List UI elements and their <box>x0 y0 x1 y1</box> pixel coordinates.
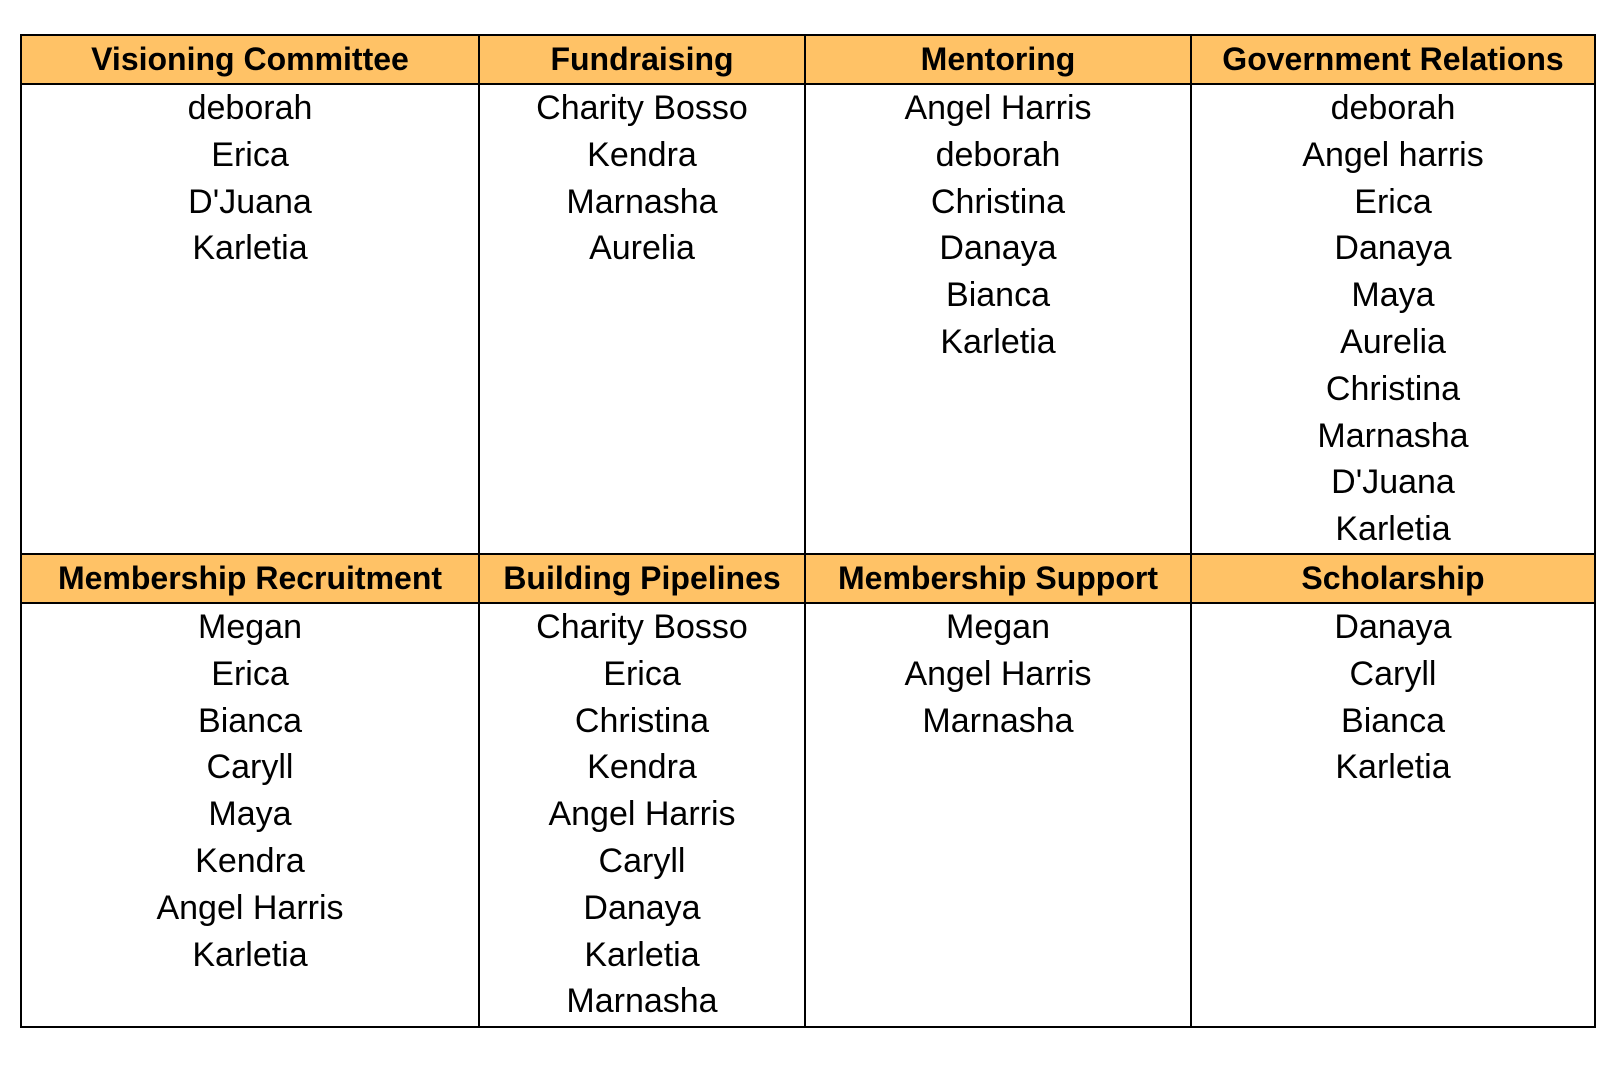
member-list-fundraising <box>480 85 804 272</box>
member-name[interactable]: Marnasha <box>922 701 1074 740</box>
member-name[interactable]: Christina <box>574 701 710 740</box>
member-name[interactable]: Erica <box>211 135 289 174</box>
member-name[interactable]: Marnasha <box>566 182 718 221</box>
member-name[interactable]: Megan <box>198 608 302 646</box>
member-name[interactable]: Caryll <box>206 748 294 787</box>
header-row-top <box>21 35 1595 84</box>
member-name[interactable]: D'Juana <box>1331 463 1455 502</box>
member-name[interactable]: Aurelia <box>589 229 695 268</box>
member-name[interactable]: Danaya <box>583 888 701 927</box>
committee-header-membership-recruitment[interactable]: Membership Recruitment <box>21 554 479 603</box>
member-list-building-pipelines <box>480 604 804 1025</box>
member-name[interactable]: Christina <box>1325 369 1461 408</box>
committee-header-membership-support[interactable]: Membership Support <box>805 554 1191 603</box>
header-row-bottom <box>21 554 1595 603</box>
member-name[interactable]: Danaya <box>939 229 1057 268</box>
members-cell-scholarship[interactable] <box>1191 603 1595 1027</box>
members-cell-visioning-committee[interactable] <box>21 84 479 554</box>
members-cell-mentoring[interactable] <box>805 84 1191 554</box>
members-cell-fundraising[interactable] <box>479 84 805 554</box>
member-name[interactable]: Bianca <box>1341 701 1445 740</box>
committee-header-scholarship[interactable]: Scholarship <box>1191 554 1595 603</box>
member-list-membership-recruitment <box>22 604 478 978</box>
member-name[interactable]: Karletia <box>940 322 1056 361</box>
members-cell-government-relations[interactable] <box>1191 84 1595 554</box>
member-name[interactable]: Charity Bosso <box>536 608 748 646</box>
member-name[interactable]: Angel harris <box>1302 135 1484 174</box>
member-name[interactable]: Christina <box>930 182 1066 221</box>
member-name[interactable]: Kendra <box>195 841 305 880</box>
member-name[interactable]: deborah <box>187 89 313 127</box>
member-name[interactable]: Danaya <box>1334 608 1452 646</box>
member-name[interactable]: D'Juana <box>188 182 312 221</box>
member-name[interactable]: Kendra <box>587 135 697 174</box>
member-name[interactable]: deborah <box>1330 89 1456 127</box>
member-name[interactable]: Caryll <box>598 841 686 880</box>
committee-header-visioning-committee[interactable]: Visioning Committee <box>21 35 479 84</box>
member-name[interactable]: Bianca <box>198 701 302 740</box>
member-list-scholarship <box>1192 604 1594 791</box>
member-name[interactable]: Caryll <box>1349 654 1437 693</box>
member-name[interactable]: Kendra <box>587 748 697 787</box>
member-name[interactable]: Angel Harris <box>156 888 344 927</box>
member-name[interactable]: Angel Harris <box>548 795 736 834</box>
member-name[interactable]: Megan <box>946 608 1050 646</box>
committee-header-mentoring[interactable]: Mentoring <box>805 35 1191 84</box>
member-name[interactable]: Angel Harris <box>904 89 1092 127</box>
committee-header-building-pipelines[interactable]: Building Pipelines <box>479 554 805 603</box>
member-list-mentoring <box>806 85 1190 366</box>
member-name[interactable]: Charity Bosso <box>536 89 748 127</box>
member-name[interactable]: deborah <box>935 135 1061 174</box>
members-cell-membership-support[interactable] <box>805 603 1191 1027</box>
member-name[interactable]: Erica <box>211 654 289 693</box>
members-cell-membership-recruitment[interactable] <box>21 603 479 1027</box>
member-name[interactable]: Aurelia <box>1340 322 1446 361</box>
member-name[interactable]: Karletia <box>192 935 308 974</box>
member-name[interactable]: Karletia <box>584 935 700 974</box>
member-name[interactable]: Karletia <box>1335 748 1451 787</box>
member-name[interactable]: Erica <box>603 654 681 693</box>
member-name[interactable]: Karletia <box>1335 510 1451 549</box>
committee-header-fundraising[interactable]: Fundraising <box>479 35 805 84</box>
member-name[interactable]: Maya <box>1351 276 1435 315</box>
member-list-visioning-committee <box>22 85 478 272</box>
member-name[interactable]: Bianca <box>946 276 1050 315</box>
member-name[interactable]: Maya <box>208 795 292 834</box>
committee-header-government-relations[interactable]: Government Relations <box>1191 35 1595 84</box>
member-list-government-relations <box>1192 85 1594 553</box>
committee-table <box>20 34 1596 1028</box>
members-cell-building-pipelines[interactable] <box>479 603 805 1027</box>
member-list-membership-support <box>806 604 1190 744</box>
member-name[interactable]: Erica <box>1354 182 1432 221</box>
member-name[interactable]: Marnasha <box>566 982 718 1021</box>
member-name[interactable]: Angel Harris <box>904 654 1092 693</box>
member-name[interactable]: Karletia <box>192 229 308 268</box>
members-row-bottom <box>21 603 1595 1027</box>
member-name[interactable]: Marnasha <box>1317 416 1469 455</box>
member-name[interactable]: Danaya <box>1334 229 1452 268</box>
members-row-top <box>21 84 1595 554</box>
